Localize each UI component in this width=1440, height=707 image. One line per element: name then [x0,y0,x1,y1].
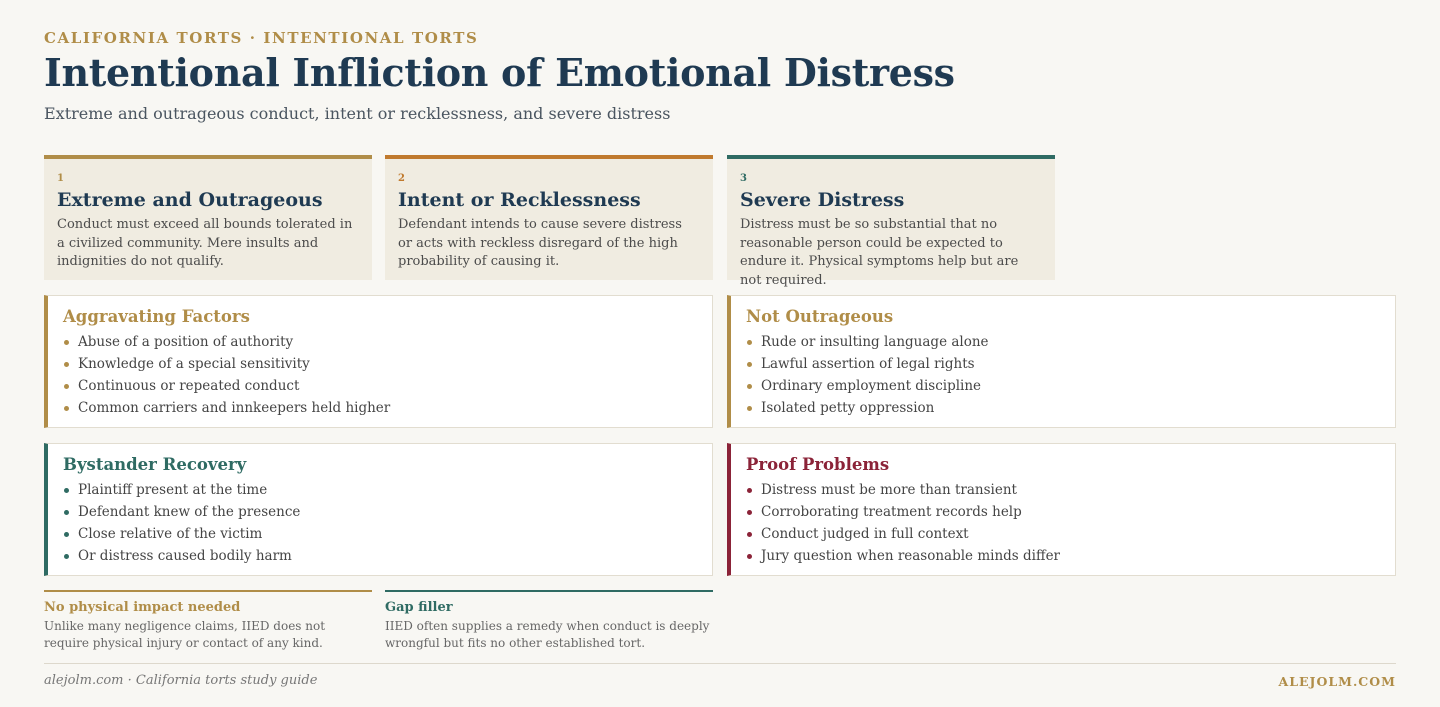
list-item: Close relative of the victim [63,523,698,545]
list-item: Knowledge of a special sensitivity [63,353,698,375]
bullet-icon [64,384,69,389]
bullet-icon [64,554,69,559]
footer-brand: ALEJOLM.COM [1278,674,1396,689]
list-item: Plaintiff present at the time [63,479,698,501]
bullet-icon [64,340,69,345]
section-kicker: CALIFORNIA TORTS · INTENTIONAL TORTS [44,29,479,47]
element-number: 1 [57,173,64,184]
not-outrageous-list [746,331,1381,419]
list-item: Continuous or repeated conduct [63,375,698,397]
element-description: Conduct must exceed all bounds tolerated in a civilized community. Mere insults and indignities do not qualify. [57,217,353,269]
footer-divider [44,663,1396,664]
element-title: Extreme and Outrageous [57,189,323,211]
bullet-icon [64,362,69,367]
page-title: Intentional Infliction of Emotional Distress [44,50,955,95]
bullet-icon [747,406,752,411]
list-item: Rude or insulting language alone [746,331,1381,353]
proof-problems-list [746,479,1381,567]
panel-title: Proof Problems [746,455,890,474]
note-title: Gap filler [385,600,453,615]
note-no-physical-impact [44,590,372,652]
bullet-icon [64,510,69,515]
note-body: Unlike many negligence claims, IIED does not require physical injury or contact of any kind. [44,619,326,650]
list-item: Conduct judged in full context [746,523,1381,545]
not-outrageous-panel [727,295,1396,428]
list-item: Or distress caused bodily harm [63,545,698,567]
element-title: Intent or Recklessness [398,189,641,211]
element-number: 2 [398,173,405,184]
bullet-icon [747,554,752,559]
list-item: Distress must be more than transient [746,479,1381,501]
bullet-icon [64,406,69,411]
page-subtitle: Extreme and outrageous conduct, intent or recklessness, and severe distress [44,104,671,123]
element-card-extreme-outrageous [44,155,372,280]
panel-title: Aggravating Factors [63,307,250,326]
list-item: Lawful assertion of legal rights [746,353,1381,375]
bullet-icon [747,362,752,367]
list-item: Defendant knew of the presence [63,501,698,523]
element-description: Distress must be so substantial that no reasonable person could be expected to endure it. Physical symptoms help but are not required. [740,217,1019,288]
list-item: Isolated petty oppression [746,397,1381,419]
note-body: IIED often supplies a remedy when conduct is deeply wrongful but fits no other established tort. [385,619,710,650]
bullet-icon [64,532,69,537]
bullet-icon [747,488,752,493]
note-gap-filler [385,590,713,652]
list-item: Corroborating treatment records help [746,501,1381,523]
bystander-recovery-list [63,479,698,567]
element-description: Defendant intends to cause severe distress or acts with reckless disregard of the high probability of causing it. [398,217,682,269]
bullet-icon [64,488,69,493]
bystander-recovery-panel [44,443,713,576]
panel-title: Bystander Recovery [63,455,247,474]
list-item: Jury question when reasonable minds differ [746,545,1381,567]
list-item: Abuse of a position of authority [63,331,698,353]
aggravating-factors-list [63,331,698,419]
bullet-icon [747,510,752,515]
element-card-intent-recklessness [385,155,713,280]
aggravating-factors-panel [44,295,713,428]
element-title: Severe Distress [740,189,905,211]
bullet-icon [747,532,752,537]
element-number: 3 [740,173,747,184]
proof-problems-panel [727,443,1396,576]
note-title: No physical impact needed [44,600,241,615]
footer-credit: alejolm.com · California torts study guide [44,673,318,688]
panel-title: Not Outrageous [746,307,894,326]
list-item: Common carriers and innkeepers held higher [63,397,698,419]
bullet-icon [747,340,752,345]
list-item: Ordinary employment discipline [746,375,1381,397]
element-card-severe-distress [727,155,1055,288]
bullet-icon [747,384,752,389]
